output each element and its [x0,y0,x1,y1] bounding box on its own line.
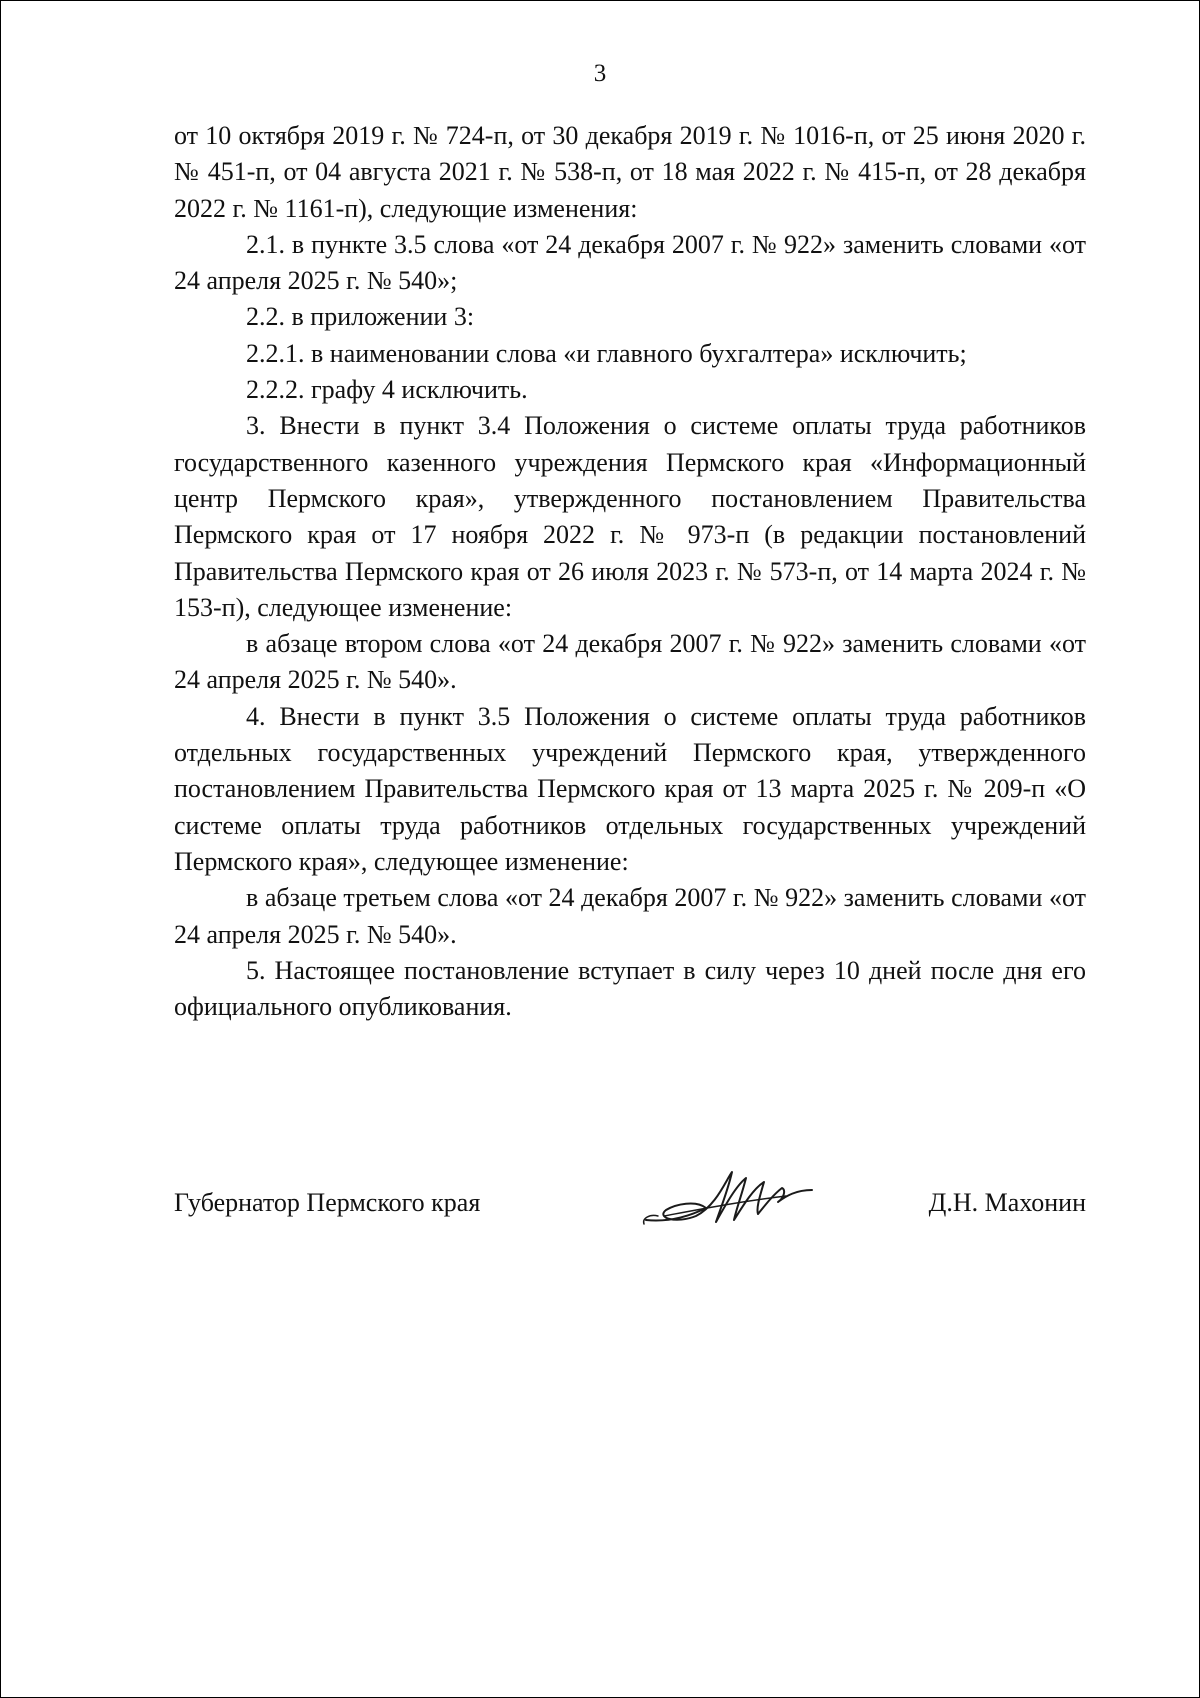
signer-name: Д.Н. Махонин [928,1188,1086,1217]
paragraph-3: 3. Внести в пункт 3.4 Положения о системе оплаты труда работников государственного казенного учреждения Пермского края «Информационный центр Пермского края», утвержденного постановлением Правительства Пермского края от 17 ноября 2022 г. № 973-п (в редакции постановлений Правительства Пермского края от 26 июля 2023 г. № 573-п, от 14 марта 2024 г. № 153-п), следующее изменение: [174,411,1086,622]
paragraph-2-2-2: 2.2.2. графу 4 исключить. [246,375,528,405]
paragraph-2-1: 2.1. в пункте 3.5 слова «от 24 декабря 2007 г. № 922» заменить словами «от 24 апреля 2025 г. № 540»; [174,229,1086,296]
signer-position: Губернатор Пермского края [174,1188,481,1217]
paragraph-2-2: 2.2. в приложении 3: [246,302,475,332]
paragraph-2-2-1: 2.2.1. в наименовании слова «и главного бухгалтера» исключить; [246,338,967,368]
document-body [174,118,1086,1025]
paragraph-4-amendment: в абзаце третьем слова «от 24 декабря 2007 г. № 922» заменить словами «от 24 апреля 2025 г. № 540». [174,883,1086,949]
signature-block [174,1188,1086,1238]
paragraph-5: 5. Настоящее постановление вступает в силу через 10 дней после дня его официального опубликования. [174,955,1086,1022]
page-number: 3 [593,60,607,87]
paragraph-continuation: от 10 октября 2019 г. № 724-п, от 30 декабря 2019 г. № 1016-п, от 25 июня 2020 г. № 451-п, от 04 августа 2021 г. № 538-п, от 18 мая 2022 г. № 415-п, от 28 декабря 2022 г. № 1161-п), следующие изменения: [174,121,1086,223]
paragraph-4: 4. Внести в пункт 3.5 Положения о системе оплаты труда работников отдельных государственных учреждений Пермского края, утвержденного постановлением Правительства Пермского края от 13 марта 2025 г. № 209-п «О системе оплаты труда работников отдельных государственных учреждений Пермского края», следующее изменение: [174,701,1086,876]
paragraph-3-amendment: в абзаце втором слова «от 24 декабря 2007 г. № 922» заменить словами «от 24 апреля 2025 г. № 540». [174,629,1086,695]
handwritten-signature [636,1160,816,1240]
